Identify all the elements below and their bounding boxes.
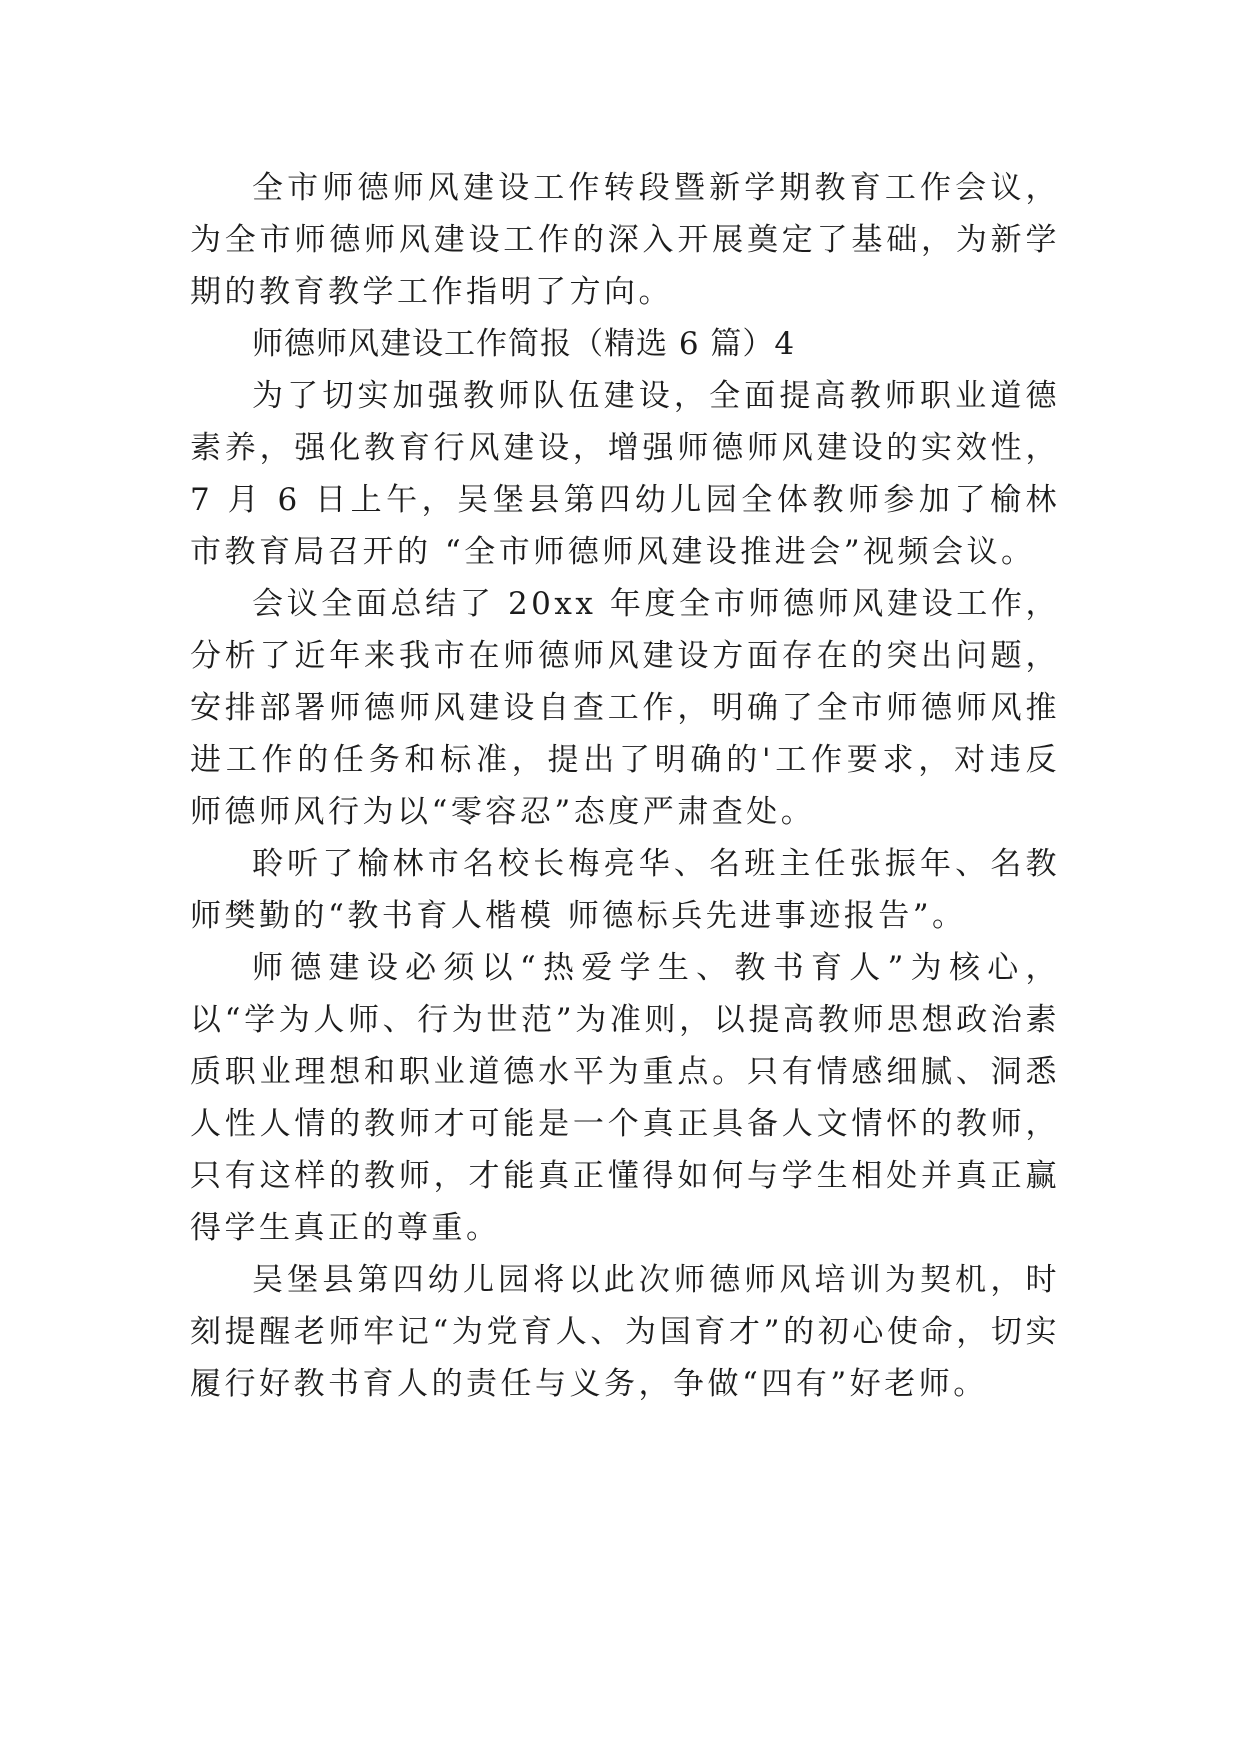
body-paragraph-4: 师德建设必须以“热爱学生、教书育人”为核心，以“学为人师、行为世范”为准则，以提高教师思想政治素质职业理想和职业道德水平为重点。只有情感细腻、洞悉人性人情的教师才可能是一个真正具备人文情怀的教师，只有这样的教师，才能真正懂得如何与学生相处并真正赢得学生真正的尊重。	[190, 950, 1060, 1246]
section-heading: 师德师风建设工作简报（精选 6 篇）4	[252, 326, 796, 362]
intro-paragraph: 全市师德师风建设工作转段暨新学期教育工作会议，为全市师德师风建设工作的深入开展奠定了基础，为新学期的教育教学工作指明了方向。	[190, 170, 1060, 310]
body-paragraph-3: 聆听了榆林市名校长梅亮华、名班主任张振年、名教师樊勤的“教书育人楷模 师德标兵先进事迹报告”。	[190, 846, 1060, 934]
body-paragraph-5: 吴堡县第四幼儿园将以此次师德师风培训为契机，时刻提醒老师牢记“为党育人、为国育才”的初心使命，切实履行好教书育人的责任与义务，争做“四有”好老师。	[190, 1262, 1060, 1402]
document-body	[190, 162, 1060, 1410]
body-paragraph-1: 为了切实加强教师队伍建设，全面提高教师职业道德素养，强化教育行风建设，增强师德师风建设的实效性，7 月 6 日上午，吴堡县第四幼儿园全体教师参加了榆林市教育局召开的 “全市师德师风建设推进会”视频会议。	[190, 378, 1060, 570]
body-paragraph-2: 会议全面总结了 20xx 年度全市师德师风建设工作，分析了近年来我市在师德师风建设方面存在的突出问题，安排部署师德师风建设自查工作，明确了全市师德师风推进工作的任务和标准，提出了明确的'工作要求，对违反师德师风行为以“零容忍”态度严肃查处。	[190, 586, 1060, 830]
